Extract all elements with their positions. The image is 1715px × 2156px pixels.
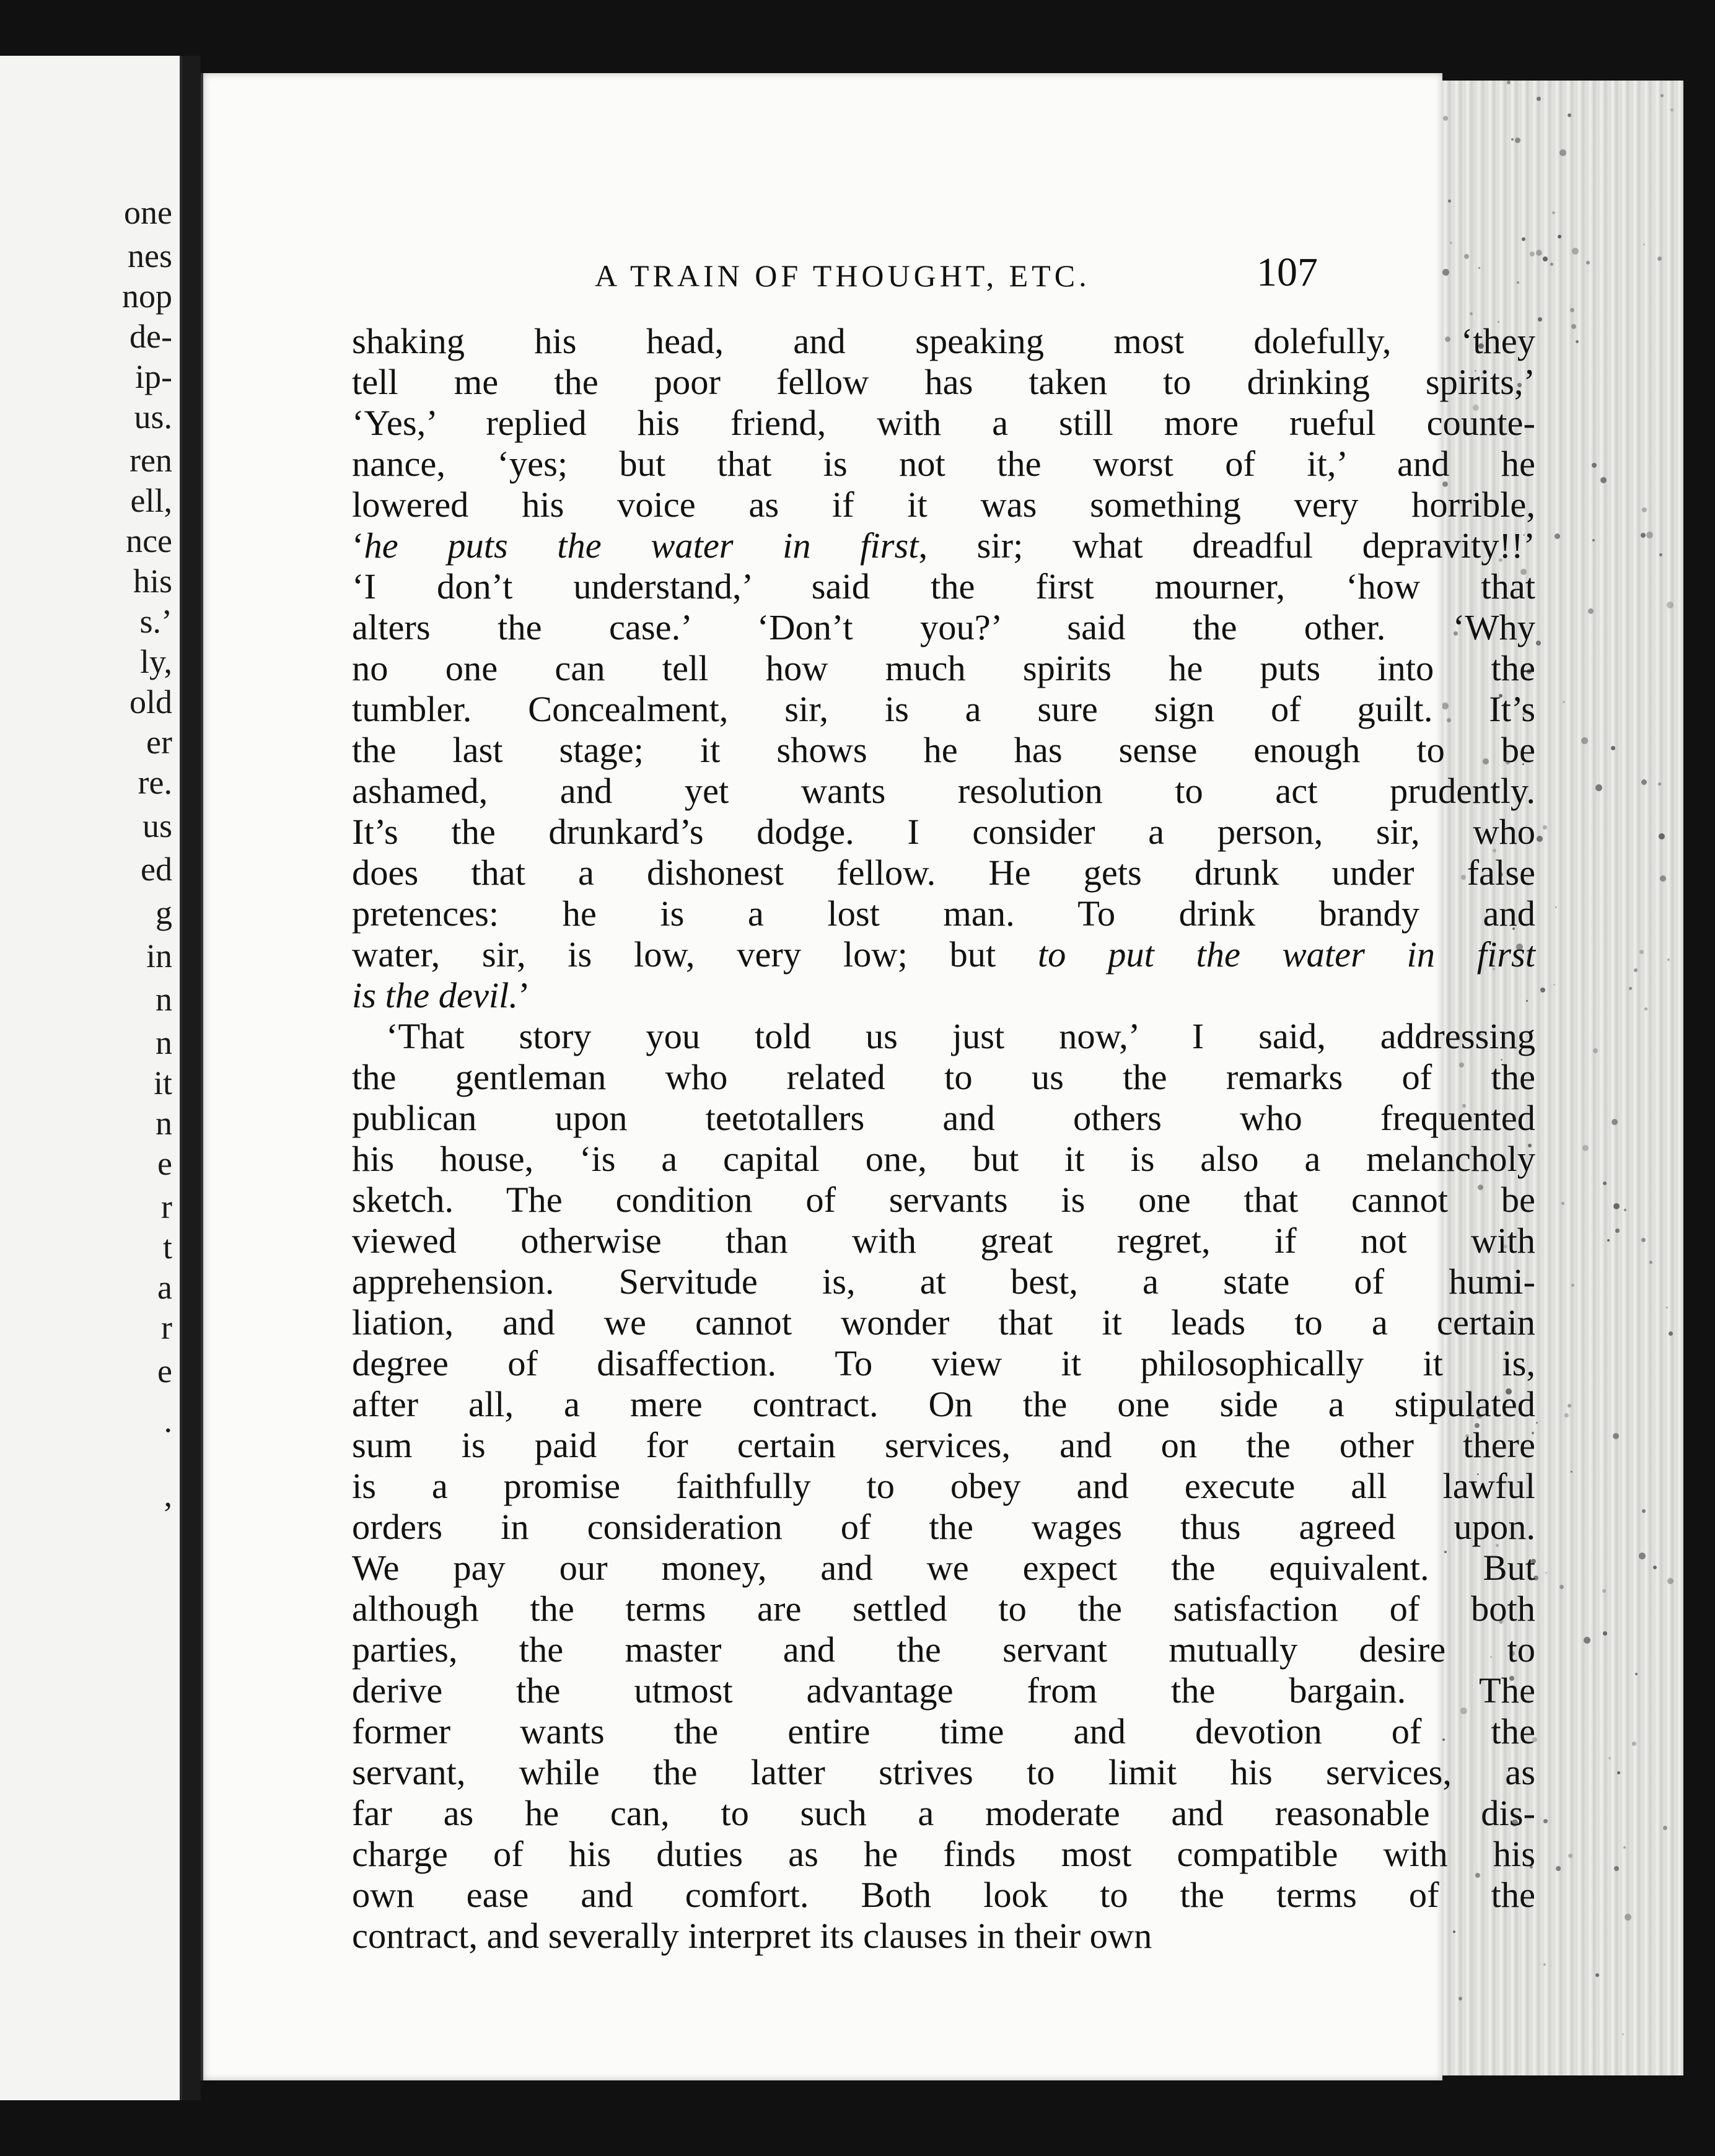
foxing-speck — [1511, 138, 1514, 141]
text-line — [352, 607, 1535, 648]
foxing-speck — [1629, 987, 1632, 990]
text-line — [352, 1711, 1535, 1752]
text-segment: although the terms are settled to the satisfaction of both — [352, 1589, 1535, 1629]
foxing-speck — [1611, 746, 1615, 750]
facing-page-fragment: us. — [134, 398, 172, 436]
foxing-speck — [1659, 833, 1665, 839]
text-line — [352, 1548, 1535, 1589]
foxing-speck — [1663, 1826, 1667, 1830]
foxing-speck — [1639, 1553, 1646, 1559]
foxing-speck — [1553, 984, 1555, 986]
text-segment: servant, while the latter strives to limit his services, as — [352, 1752, 1535, 1792]
text-segment: water, sir, is low, very low; but — [352, 934, 1038, 975]
foxing-speck — [1600, 477, 1607, 483]
facing-page-fragment: nce — [126, 522, 172, 559]
facing-page-fragment: s.’ — [139, 603, 172, 640]
foxing-speck — [1593, 1048, 1598, 1053]
facing-page-fragment: ed — [141, 851, 172, 888]
text-line — [352, 1425, 1535, 1466]
facing-page-fragment: n — [156, 1105, 172, 1142]
text-line — [352, 893, 1535, 934]
text-line — [352, 730, 1535, 771]
foxing-speck — [1538, 317, 1542, 322]
foxing-speck — [1550, 263, 1553, 266]
foxing-speck — [1632, 1742, 1636, 1746]
foxing-speck — [1613, 1203, 1620, 1209]
text-line — [352, 1507, 1535, 1548]
foxing-speck — [1568, 1404, 1571, 1408]
text-segment: degree of disaffection. To view it philosophically it is, — [352, 1343, 1535, 1383]
foxing-speck — [1603, 1181, 1607, 1185]
text-segment: ‘I don’t understand,’ said the first mourner, ‘how that — [352, 566, 1535, 607]
text-segment: It’s the drunkard’s dodge. I consider a person, sir, who — [352, 812, 1535, 852]
facing-page-fragment: n — [156, 981, 172, 1018]
foxing-speck — [1442, 269, 1449, 276]
facing-page-fragment: n — [156, 1024, 172, 1061]
foxing-speck — [1657, 256, 1662, 261]
foxing-speck — [1622, 2033, 1624, 2035]
text-line — [352, 525, 1535, 566]
foxing-speck — [1537, 836, 1543, 842]
text-line — [352, 934, 1535, 975]
text-segment: shaking his head, and speaking most dolefully, ‘they — [352, 321, 1535, 361]
text-segment: own ease and comfort. Both look to the terms of the — [352, 1875, 1535, 1915]
facing-page-fragment: it — [153, 1064, 172, 1102]
text-segment: publican upon teetotallers and others who frequented — [352, 1098, 1535, 1138]
foxing-speck — [1571, 1284, 1574, 1287]
text-line — [352, 1261, 1535, 1302]
facing-page-fragment: re. — [138, 764, 172, 801]
facing-page-fragment: , — [164, 1476, 172, 1514]
text-segment: orders in consideration of the wages thus agreed upon. — [352, 1507, 1535, 1547]
foxing-speck — [1653, 1566, 1657, 1569]
foxing-speck — [1543, 256, 1548, 261]
foxing-speck — [1667, 1578, 1673, 1584]
text-line — [352, 321, 1535, 362]
facing-page-fragment: old — [129, 683, 172, 721]
foxing-speck — [1602, 1589, 1606, 1593]
facing-page-fragment: r — [161, 1188, 172, 1225]
foxing-speck — [1576, 340, 1579, 343]
foxing-speck — [1659, 553, 1662, 556]
text-line — [352, 689, 1535, 730]
text-line — [352, 648, 1535, 689]
text-line — [352, 1139, 1535, 1180]
foxing-speck — [1608, 1757, 1611, 1759]
foxing-speck — [1613, 1433, 1619, 1439]
foxing-speck — [1563, 701, 1565, 703]
foxing-speck — [1625, 1914, 1631, 1921]
foxing-speck — [1643, 243, 1645, 245]
foxing-speck — [1536, 250, 1542, 256]
foxing-speck — [1614, 1866, 1619, 1871]
text-line — [352, 566, 1535, 607]
foxing-speck — [1666, 1307, 1668, 1308]
text-segment: We pay our money, and we expect the equivalent. But — [352, 1548, 1535, 1588]
text-line — [352, 484, 1535, 525]
text-segment: ‘Yes,’ replied his friend, with a still more rueful counte- — [352, 403, 1535, 443]
foxing-speck — [1536, 641, 1541, 646]
text-line — [352, 444, 1535, 484]
foxing-speck — [1555, 906, 1557, 908]
foxing-speck — [1559, 1585, 1564, 1589]
text-line — [352, 1180, 1535, 1220]
text-segment: the gentleman who related to us the remarks of the — [352, 1057, 1535, 1097]
text-segment: is a promise faithfully to obey and execute all lawful — [352, 1466, 1535, 1506]
foxing-speck — [1658, 782, 1661, 786]
text-segment: charge of his duties as he finds most compatible with his — [352, 1834, 1535, 1874]
text-segment: pretences: he is a lost man. To drink brandy and — [352, 893, 1535, 934]
foxing-speck — [1507, 81, 1511, 84]
text-line — [352, 1343, 1535, 1384]
foxing-speck — [1642, 507, 1647, 512]
foxing-speck — [1584, 1637, 1590, 1644]
foxing-speck — [1559, 149, 1566, 156]
foxing-speck — [1646, 532, 1653, 538]
foxing-speck — [1615, 1229, 1620, 1233]
foxing-speck — [1458, 1997, 1462, 2000]
text-line — [352, 1302, 1535, 1343]
foxing-speck — [1543, 825, 1547, 830]
foxing-speck — [1582, 1145, 1589, 1151]
text-segment: derive the utmost advantage from the bargain. The — [352, 1670, 1535, 1711]
foxing-speck — [1552, 211, 1555, 214]
foxing-speck — [1568, 113, 1571, 117]
text-line — [352, 1834, 1535, 1875]
foxing-speck — [1607, 1239, 1610, 1242]
foxing-speck — [1556, 1866, 1561, 1871]
foxing-speck — [1443, 116, 1448, 121]
foxing-speck — [1561, 1202, 1564, 1205]
foxing-speck — [1624, 1209, 1626, 1211]
text-segment: tumbler. Concealment, sir, is a sure sign of guilt. It’s — [352, 689, 1535, 729]
foxing-speck — [1612, 1119, 1618, 1125]
foxing-speck — [1570, 308, 1574, 312]
foxing-speck — [1592, 539, 1595, 541]
text-segment: his house, ‘is a capital one, but it is also a melancholy — [352, 1139, 1535, 1179]
foxing-speck — [1450, 242, 1452, 244]
text-segment: the last stage; it shows he has sense enough to be — [352, 730, 1535, 770]
foxing-speck — [1470, 312, 1473, 315]
text-line — [352, 403, 1535, 444]
text-line — [352, 975, 1535, 1016]
text-line — [352, 1875, 1535, 1916]
foxing-speck — [1634, 968, 1638, 972]
foxing-speck — [1623, 1846, 1626, 1849]
text-line — [352, 1589, 1535, 1629]
text-segment: liation, and we cannot wonder that it leads to a certain — [352, 1302, 1535, 1343]
foxing-speck — [1639, 950, 1644, 954]
text-line — [352, 1220, 1535, 1261]
foxing-speck — [1568, 1854, 1572, 1858]
foxing-speck — [1641, 779, 1647, 785]
foxing-speck — [1603, 1631, 1607, 1636]
text-line — [352, 362, 1535, 403]
facing-page-fragment: er — [146, 724, 172, 761]
foxing-speck — [1660, 875, 1666, 882]
foxing-speck — [1571, 1471, 1572, 1473]
foxing-speck — [1581, 737, 1588, 744]
foxing-speck — [1617, 1771, 1620, 1774]
text-segment: apprehension. Servitude is, at best, a state of humi- — [352, 1261, 1535, 1302]
text-segment: viewed otherwise than with great regret, if not with — [352, 1220, 1535, 1261]
foxing-speck — [1649, 1261, 1652, 1264]
facing-page-fragment: his — [133, 563, 172, 600]
facing-page-fragment: one — [124, 194, 172, 231]
text-segment: sum is paid for certain services, and on the other there — [352, 1425, 1535, 1465]
book-page — [201, 73, 1535, 2080]
page-header — [203, 250, 1442, 302]
foxing-speck — [1448, 199, 1451, 203]
facing-page-fragment: e — [157, 1352, 172, 1390]
facing-page-fragment: in — [146, 937, 172, 975]
foxing-speck — [1667, 958, 1670, 961]
facing-page-fragment: a — [157, 1269, 172, 1306]
text-segment: tell me the poor fellow has taken to drinking spirits,’ — [352, 362, 1535, 402]
foxing-speck — [1543, 1819, 1548, 1823]
facing-page-fragment: ell, — [130, 482, 172, 519]
text-line — [352, 1016, 1535, 1057]
foxing-speck — [1572, 248, 1579, 255]
text-line — [352, 771, 1535, 812]
text-line — [352, 1466, 1535, 1507]
foxing-speck — [1635, 1673, 1638, 1675]
facing-page-fragment: us — [142, 807, 172, 844]
facing-page-fragment: t — [162, 1229, 172, 1266]
text-segment: ‘ — [352, 525, 364, 566]
foxing-speck — [1464, 254, 1469, 259]
facing-page-edge — [0, 56, 182, 2100]
text-line — [352, 1670, 1535, 1711]
foxing-speck — [1669, 1331, 1673, 1336]
italic-segment: is the devil. — [352, 975, 519, 1015]
text-segment: ashamed, and yet wants resolution to act prudently. — [352, 771, 1535, 811]
italic-segment: to put the water in first — [1037, 934, 1535, 975]
text-line — [352, 1629, 1535, 1670]
foxing-speck — [1564, 1413, 1569, 1418]
facing-page-fragment: ip- — [135, 358, 172, 395]
page-number: 107 — [1257, 250, 1318, 295]
foxing-speck — [1588, 608, 1594, 614]
foxing-speck — [1641, 1238, 1646, 1242]
text-segment: ’ — [518, 975, 530, 1015]
facing-page-fragment: ly, — [140, 643, 172, 680]
text-segment: nance, ‘yes; but that is not the worst of it,’ and he — [352, 444, 1535, 484]
text-line — [352, 812, 1535, 852]
text-segment: far as he can, to such a moderate and reasonable dis- — [352, 1793, 1535, 1833]
text-segment: alters the case.’ ‘Don’t you?’ said the other. ‘Why — [352, 607, 1535, 647]
foxing-speck — [1540, 988, 1545, 993]
body-text — [352, 321, 1535, 1957]
foxing-speck — [1543, 1963, 1546, 1966]
text-segment: lowered his voice as if it was something very horrible, — [352, 484, 1535, 525]
foxing-speck — [1670, 108, 1673, 112]
text-line — [352, 852, 1535, 893]
foxing-speck — [1595, 784, 1602, 791]
text-line — [352, 1916, 1535, 1957]
facing-page-fragment: . — [164, 1402, 172, 1439]
text-segment: sketch. The condition of servants is one that cannot be — [352, 1180, 1535, 1220]
facing-page-fragment: e — [157, 1145, 172, 1182]
foxing-speck — [1536, 1422, 1538, 1424]
text-segment: ‘That story you told us just now,’ I said, addressing — [386, 1016, 1535, 1056]
running-title: A TRAIN OF THOUGHT, ETC. — [595, 258, 1090, 293]
facing-page-fragment: nop — [122, 278, 172, 315]
foxing-speck — [1515, 138, 1520, 143]
foxing-speck — [1555, 533, 1560, 539]
text-line — [352, 1752, 1535, 1793]
text-segment: parties, the master and the servant mutually desire to — [352, 1629, 1535, 1670]
foxing-speck — [1537, 97, 1541, 101]
text-line — [352, 1384, 1535, 1425]
text-segment: after all, a mere contract. On the one side a stipulated — [352, 1384, 1535, 1424]
text-segment: contract, and severally interpret its clauses in their own — [352, 1916, 1152, 1956]
facing-page-fragment: r — [161, 1309, 172, 1346]
text-line — [352, 1793, 1535, 1834]
text-segment: , sir; what dreadful depravity!!’ — [918, 525, 1535, 566]
foxing-speck — [1571, 324, 1576, 329]
foxing-speck — [1595, 1973, 1599, 1977]
foxing-speck — [1592, 463, 1597, 468]
foxing-speck — [1478, 267, 1480, 269]
foxing-speck — [1667, 602, 1673, 608]
foxing-speck — [1558, 235, 1561, 238]
foxing-speck — [1522, 237, 1525, 241]
foxing-speck — [1517, 281, 1519, 284]
foxing-speck — [1642, 1509, 1646, 1513]
text-line — [352, 1098, 1535, 1139]
text-segment: no one can tell how much spirits he puts into the — [352, 648, 1535, 688]
text-segment: does that a dishonest fellow. He gets drunk under false — [352, 852, 1535, 893]
italic-segment: he puts the water in first — [364, 525, 919, 566]
book-gutter — [182, 56, 201, 2100]
facing-page-fragment: nes — [128, 237, 172, 274]
text-line — [352, 1057, 1535, 1098]
text-segment: former wants the entire time and devotion of the — [352, 1711, 1535, 1751]
facing-page-fragment: de- — [129, 318, 172, 355]
facing-page-fragment: ren — [129, 442, 172, 479]
foxing-speck — [1641, 533, 1646, 538]
foxing-speck — [1644, 1007, 1647, 1010]
foxing-speck — [1660, 94, 1664, 97]
foxing-speck — [1545, 1572, 1547, 1574]
foxing-speck — [1530, 252, 1535, 256]
facing-page-fragment: g — [156, 894, 172, 931]
foxing-speck — [1586, 261, 1590, 265]
